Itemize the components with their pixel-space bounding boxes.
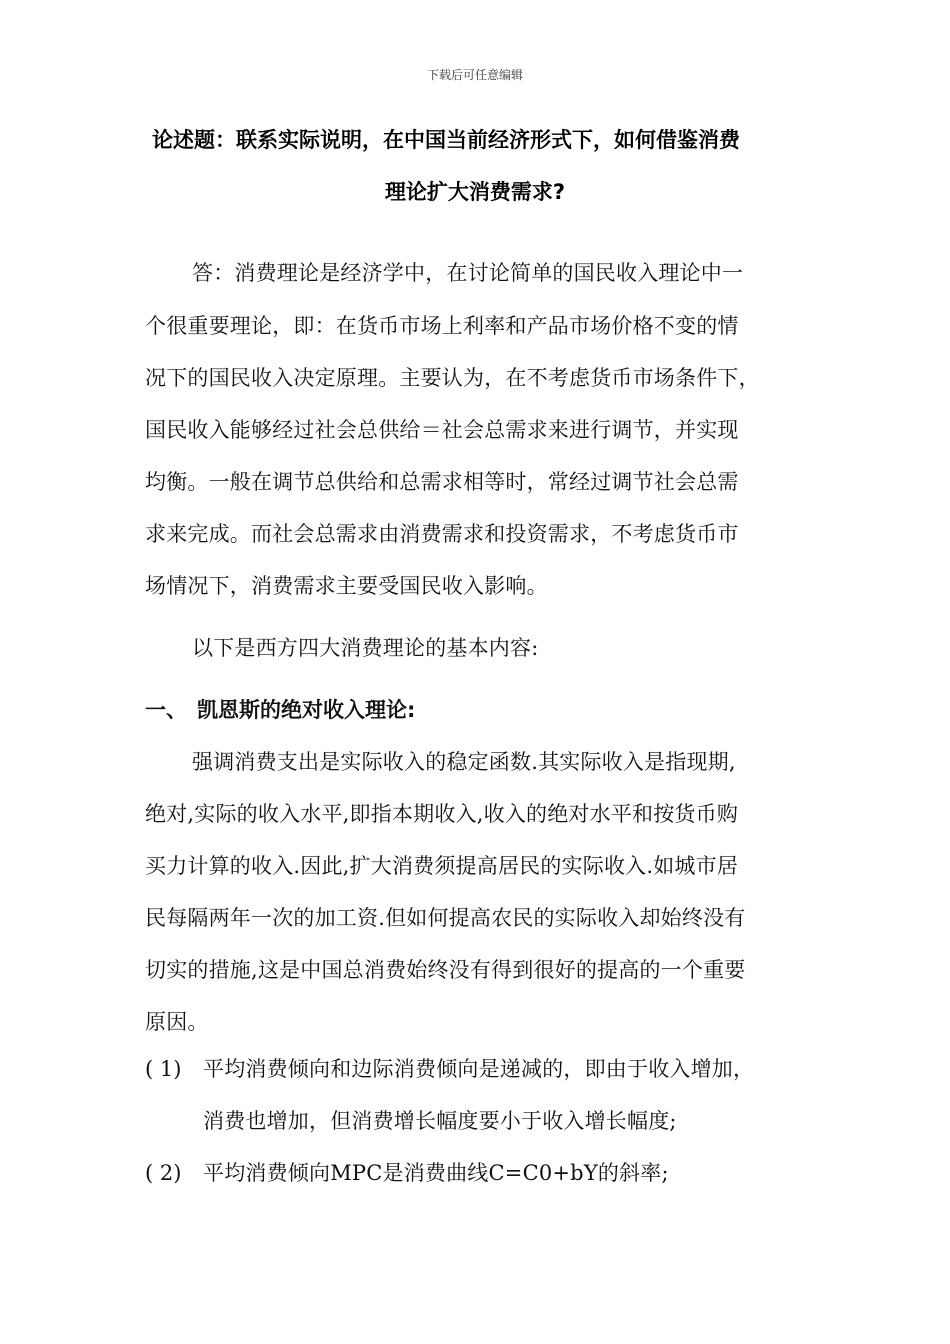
section-heading	[145, 695, 415, 725]
section-title: 凯恩斯的绝对收入理论:	[197, 698, 416, 722]
header-note: 下载后可任意编辑	[426, 68, 523, 82]
section-line-2: 绝对,实际的收入水平,即指本期收入,收入的绝对水平和按货币购	[145, 802, 739, 826]
intro-line-2: 个很重要理论，即：在货币市场上利率和产品市场价格不变的情	[145, 314, 739, 338]
item-1-line-2: 消费也增加，但消费增长幅度要小于收入增长幅度;	[203, 1109, 677, 1133]
section-line-4: 民每隔两年一次的加工资.但如何提高农民的实际收入却始终没有	[145, 906, 746, 930]
intro-line-3: 况下的国民收入决定原理。主要认为，在不考虑货币市场条件下，	[145, 366, 760, 390]
item-2-label: ( 2)	[145, 1161, 182, 1185]
intro-line-5: 均衡。一般在调节总供给和总需求相等时，常经过调节社会总需	[145, 470, 739, 494]
title-line-2: 理论扩大消费需求?	[384, 180, 566, 204]
item-1-line-1: 平均消费倾向和边际消费倾向是递减的，即由于收入增加，	[203, 1057, 755, 1081]
section-line-5: 切实的措施,这是中国总消费始终没有得到很好的提高的一个重要	[145, 958, 746, 982]
item-2-line-1: 平均消费倾向MPC是消费曲线C=C0+bY的斜率;	[203, 1161, 669, 1185]
intro-line-4: 国民收入能够经过社会总供给＝社会总需求来进行调节，并实现	[145, 418, 739, 442]
section-line-6: 原因。	[145, 1010, 209, 1034]
intro-line-1: 答：消费理论是经济学中，在讨论简单的国民收入理论中一	[192, 261, 744, 285]
title-line-1: 论述题：联系实际说明，在中国当前经济形式下，如何借鉴消费	[152, 128, 740, 152]
item-1-label: ( 1)	[145, 1057, 182, 1081]
section-number: 一、	[145, 698, 187, 722]
intro-line-6: 求来完成。而社会总需求由消费需求和投资需求，不考虑货币市	[145, 522, 739, 546]
intro-followup: 以下是西方四大消费理论的基本内容:	[192, 636, 539, 660]
section-line-3: 买力计算的收入.因此,扩大消费须提高居民的实际收入.如城市居	[145, 854, 739, 878]
section-line-1: 强调消费支出是实际收入的稳定函数.其实际收入是指现期,	[192, 750, 736, 774]
intro-line-7: 场情况下，消费需求主要受国民收入影响。	[145, 574, 548, 598]
